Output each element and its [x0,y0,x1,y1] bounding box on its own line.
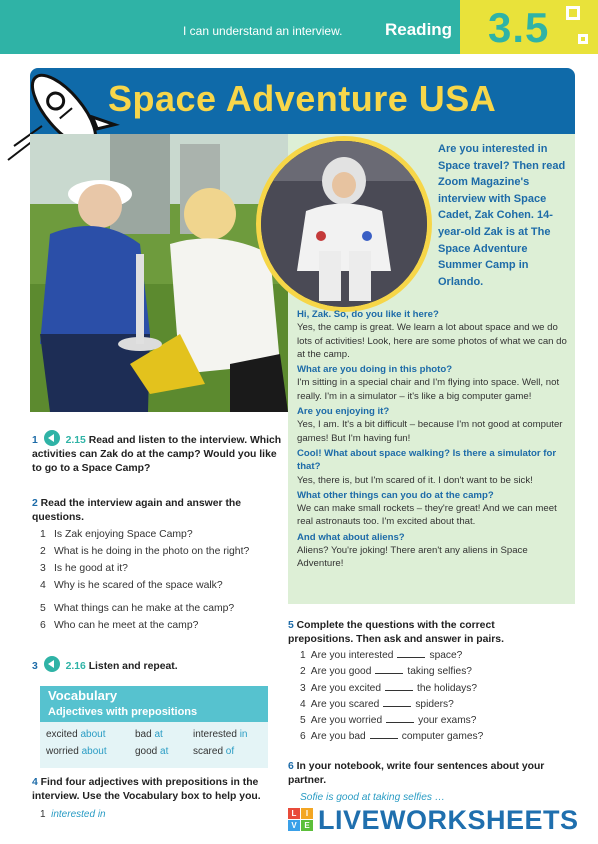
exercise-instruction: Read the interview again and answer the questions. [32,498,242,523]
exercise-instruction: Complete the questions with the correct prepositions. Then ask and answer in pairs. [288,620,504,645]
exercise-instruction: Listen and repeat. [88,661,178,672]
exercise-1 [32,430,282,476]
interview-question: Hi, Zak. So, do you like it here? [297,309,439,320]
intro-text: Are you interested in Space travel? Then read Zoom Magazine's interview with Space Cadet, Zak Cohen. 14-year-old Zak is at The Space Adventure Summer Camp in Orlando. [438,143,566,288]
decor-square [578,34,588,44]
unit-number: 3.5 [488,4,550,51]
list-item: 1 Are you interested space? [300,650,463,661]
answer-blank[interactable] [375,673,403,674]
liveworksheets-watermark [288,804,588,836]
list-item: 2 Are you good taking selfies? [300,666,472,678]
exercise-6 [288,760,558,788]
answer-blank[interactable] [385,690,413,691]
exercise-instruction: Read and listen to the interview. Which activities can Zak do at the camp? Would you like to go to a Space Camp? [32,435,282,474]
list-item: 5 What things can he make at the camp? [40,603,235,614]
section-label: Reading [385,20,453,39]
exercise-2 [32,497,272,525]
list-item: 4 Are you scared spiders? [300,698,454,710]
list-item: 4 Why is he scared of the space walk? [40,580,223,591]
vocabulary-subtitle: Adjectives with prepositions [48,706,198,718]
exercise-instruction: In your notebook, write four sentences about your partner. [288,761,545,786]
audio-track-code: 2.15 [65,435,86,446]
list-item: 3 Are you excited the holidays? [300,682,478,694]
vocab-word: worried about [46,746,107,757]
list-item: 2 What is he doing in the photo on the right? [40,546,250,557]
interview-question: And what about aliens? [297,531,405,543]
exercise-number: 4 [32,777,38,788]
answer-blank[interactable] [383,706,411,707]
vocab-word: excited about [46,729,106,740]
exercise-6-example: Sofie is good at taking selfies … [300,792,445,803]
watermark-text: LIVEWORKSHEETS [318,805,579,835]
answer-blank[interactable] [370,738,398,739]
exercise-number: 6 [288,761,294,772]
list-item: 6 Are you bad computer games? [300,731,484,743]
exercise-number: 5 [288,620,294,631]
exercise-number: 2 [32,498,38,509]
list-item: 5 Are you worried your exams? [300,715,477,727]
interview-answer: I'm sitting in a special chair and I'm flying into space. Well, not really. I'm in a simulator – it's like a big computer game! [297,377,560,402]
exercise-number: 1 [32,435,38,446]
interview-question: What other things can you do at the camp? [297,489,494,501]
exercise-number: 3 [32,661,38,672]
list-item: 3 Is he good at it? [40,563,128,574]
interview-question: What are you doing in this photo? [297,364,453,376]
exercise-2-questions [40,529,280,635]
liveworksheets-logo: L I V E [288,808,314,832]
photo-kids-rocket [30,134,288,412]
astronaut-photo [256,136,432,312]
exercise-instruction: Find four adjectives with prepositions in the interview. Use the Vocabulary box to help you. [32,777,261,802]
answer-blank[interactable] [386,722,414,723]
audio-play-icon[interactable] [44,430,60,446]
list-item: 6 Who can he meet at the camp? [40,620,199,631]
decor-square [566,6,580,20]
interview-answer: Yes, I am. It's a bit difficult – because I'm not good at computer games! But I'm having fun! [297,419,563,444]
exercise-5 [288,619,558,647]
vocabulary-title: Vocabulary [48,688,118,703]
list-item: 1 Is Zak enjoying Space Camp? [40,529,193,540]
vocab-word: bad at [135,729,163,740]
interview-answer: Yes, the camp is great. We learn a lot about space and we do lots of activities! Look, here are some photos of what we can do at the camp. [297,322,567,360]
audio-play-icon[interactable] [44,656,60,672]
audio-track-code: 2.16 [65,661,86,672]
interview-answer: We can make small rockets – they're great! And we can meet real astronauts too. I'm excited about that. [297,503,557,528]
exercise-5-questions [300,650,570,748]
vocab-word: interested in [193,729,248,740]
page-title: Space Adventure USA [108,78,497,119]
vocab-word: scared of [193,746,235,757]
interview-answer: Yes, there is, but I'm scared of it. I don't want to be sick! [297,474,533,486]
exercise-3 [32,656,272,674]
interview-answer: Aliens? You're joking! There aren't any aliens in Space Adventure! [297,545,528,570]
vocab-word: good at [135,746,169,757]
exercise-4-answer: 1 interested in [40,809,106,820]
interview-text [297,308,569,573]
interview-question: Are you enjoying it? [297,406,390,418]
answer-blank[interactable] [397,657,425,658]
exercise-4 [32,776,272,804]
interview-question: Cool! What about space walking? Is there a simulator for that? [297,447,557,473]
lesson-objective: I can understand an interview. [183,24,343,38]
